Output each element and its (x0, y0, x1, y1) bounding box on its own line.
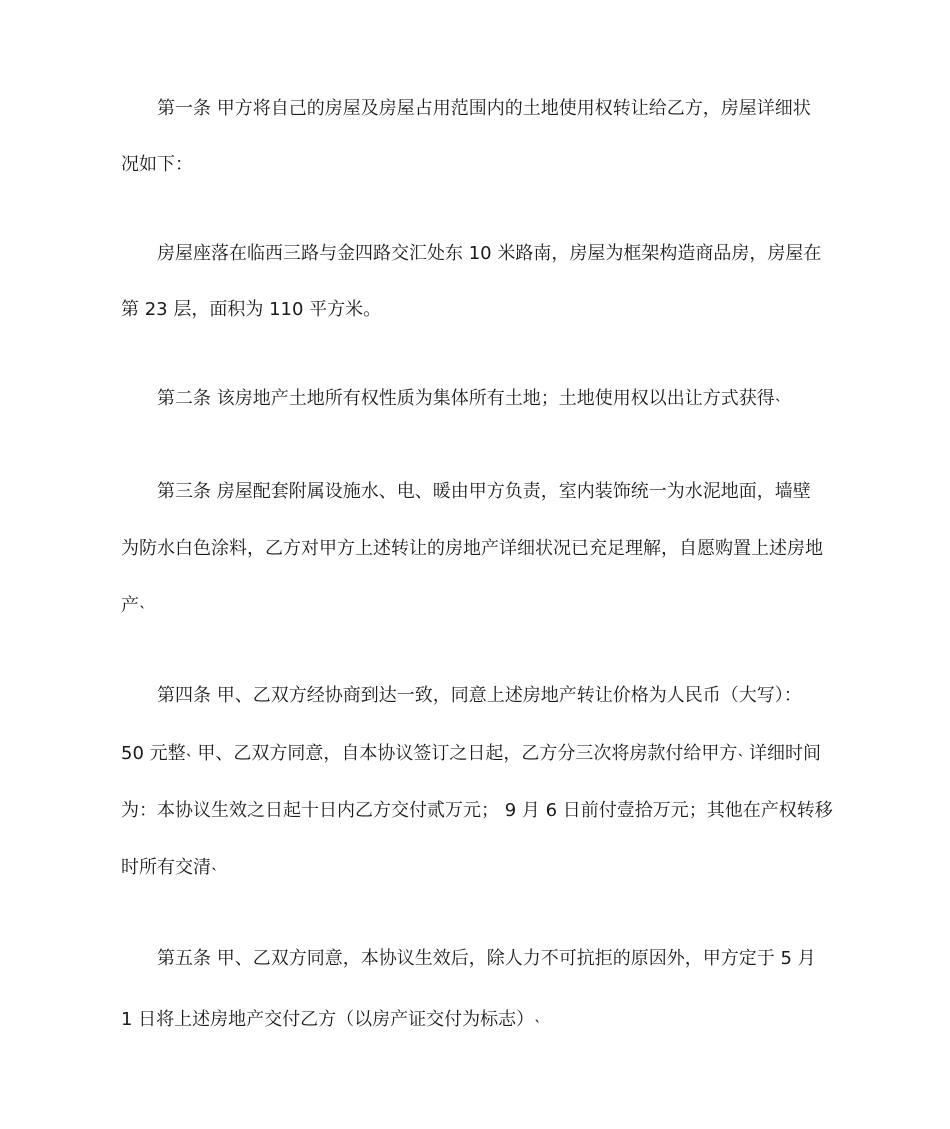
article-4-line-4: 时所有交清˴ (121, 857, 217, 878)
article-3-line-1: 第三条 房屋配套附属设施水、电、暖由甲方负责，室内装饰统一为水泥地面，墙壁 (157, 481, 811, 502)
article-4-line-1: 第四条 甲、乙双方经协商到达一致，同意上述房地产转让价格为人民币（大写）： (157, 685, 802, 706)
article-5-line-2: 1 日将上述房地产交付乙方（以房产证交付为标志）˴ (121, 1009, 541, 1030)
house-location-line-2: 第 23 层，面积为 110 平方米。 (121, 299, 382, 320)
article-1-line-1: 第一条 甲方将自己的房屋及房屋占用范围内的土地使用权转让给乙方，房屋详细状 (157, 98, 811, 119)
article-5-line-1: 第五条 甲、乙双方同意，本协议生效后，除人力不可抗拒的原因外，甲方定于 5 月 (157, 948, 816, 969)
article-3-line-3: 产˴ (121, 595, 145, 616)
article-3-line-2: 为防水白色涂料，乙方对甲方上述转让的房地产详细状况已充足理解，自愿购置上述房地 (121, 538, 823, 559)
house-location-line-1: 房屋座落在临西三路与金四路交汇处东 10 米路南，房屋为框架构造商品房，房屋在 (157, 243, 822, 264)
article-1-line-2: 况如下： (121, 154, 193, 175)
article-2-line-1: 第二条 该房地产土地所有权性质为集体所有土地；土地使用权以出让方式获得˴ (157, 388, 781, 409)
article-4-line-3: 为：本协议生效之日起十日内乙方交付贰万元； 9 月 6 日前付壹拾万元；其他在产权转移 (121, 800, 833, 821)
article-4-line-2: 50 元整˴ 甲、乙双方同意，自本协议签订之日起，乙方分三次将房款付给甲方˴ 详细时间 (121, 743, 822, 764)
